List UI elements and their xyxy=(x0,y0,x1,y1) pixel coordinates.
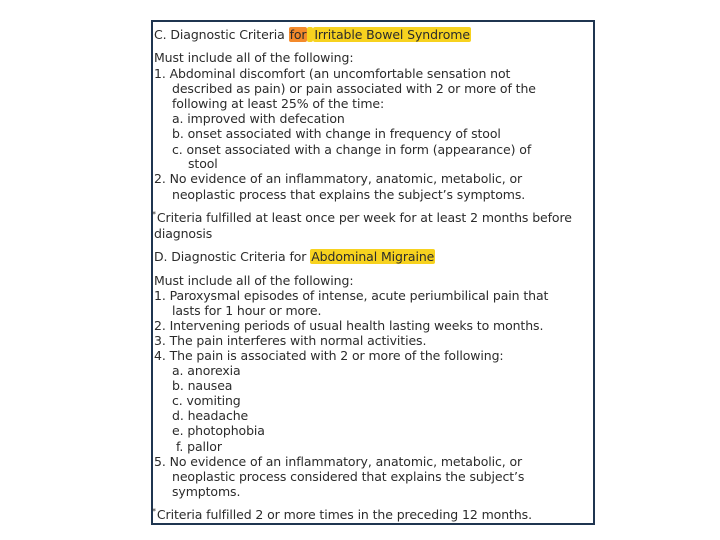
section-c-heading-prefix: C. Diagnostic Criteria xyxy=(154,27,289,42)
section-d-heading-prefix: D. Diagnostic Criteria for xyxy=(154,249,311,264)
section-d-sub-d: d. headache xyxy=(172,408,249,423)
section-d-item5-line3: symptoms. xyxy=(172,484,241,499)
footnote-asterisk: * xyxy=(152,210,156,219)
section-d-footnote xyxy=(152,507,532,524)
section-c-footnote-line1 xyxy=(152,210,572,227)
highlight-abdominal-migraine: Abdominal Migraine xyxy=(311,249,435,264)
section-d-sub-c: c. vomiting xyxy=(172,393,241,408)
section-c-item1-line1: 1. Abdominal discomfort (an uncomfortable sensation not xyxy=(154,66,511,81)
section-c-sub-a: a. improved with defecation xyxy=(172,111,345,126)
section-d-item2: 2. Intervening periods of usual health lasting weeks to months. xyxy=(154,318,544,333)
footnote-asterisk: * xyxy=(152,507,156,516)
section-c-sub-c-line1: c. onset associated with a change in form (appearance) of xyxy=(172,142,532,157)
section-d-item5-line1: 5. No evidence of an inflammatory, anatomic, metabolic, or xyxy=(154,454,523,469)
highlight-ibs-term: Irritable Bowel Syndrome xyxy=(314,27,470,42)
highlight-for: for xyxy=(289,27,307,42)
section-d-item5-line2: neoplastic process considered that explains the subject’s xyxy=(172,469,525,484)
section-d-heading xyxy=(154,249,435,264)
section-c-footnote-line2: diagnosis xyxy=(154,226,213,241)
section-c-item2-line2: neoplastic process that explains the subject’s symptoms. xyxy=(172,187,526,202)
section-c-item1-line2: described as pain) or pain associated with 2 or more of the xyxy=(172,81,536,96)
section-c-sub-c-line2: stool xyxy=(188,156,218,171)
section-d-sub-e: e. photophobia xyxy=(172,423,265,438)
section-d-intro: Must include all of the following: xyxy=(154,273,354,288)
section-d-sub-b: b. nausea xyxy=(172,378,233,393)
section-d-footnote-text: Criteria fulfilled 2 or more times in the preceding 12 months. xyxy=(156,507,532,522)
section-d-item1-line1: 1. Paroxysmal episodes of intense, acute periumbilical pain that xyxy=(154,288,549,303)
section-c-intro: Must include all of the following: xyxy=(154,50,354,65)
section-d-sub-a: a. anorexia xyxy=(172,363,241,378)
section-c-heading xyxy=(154,27,471,42)
section-c-item2-line1: 2. No evidence of an inflammatory, anatomic, metabolic, or xyxy=(154,171,523,186)
section-d-sub-f: f. pallor xyxy=(176,439,222,454)
section-c-sub-b: b. onset associated with change in frequency of stool xyxy=(172,126,501,141)
section-c-footnote-text: Criteria fulfilled at least once per week for at least 2 months before xyxy=(156,210,572,225)
section-c-item1-line3: following at least 25% of the time: xyxy=(172,96,385,111)
section-d-item4: 4. The pain is associated with 2 or more of the following: xyxy=(154,348,504,363)
section-d-item1-line2: lasts for 1 hour or more. xyxy=(172,303,322,318)
section-d-item3: 3. The pain interferes with normal activities. xyxy=(154,333,427,348)
